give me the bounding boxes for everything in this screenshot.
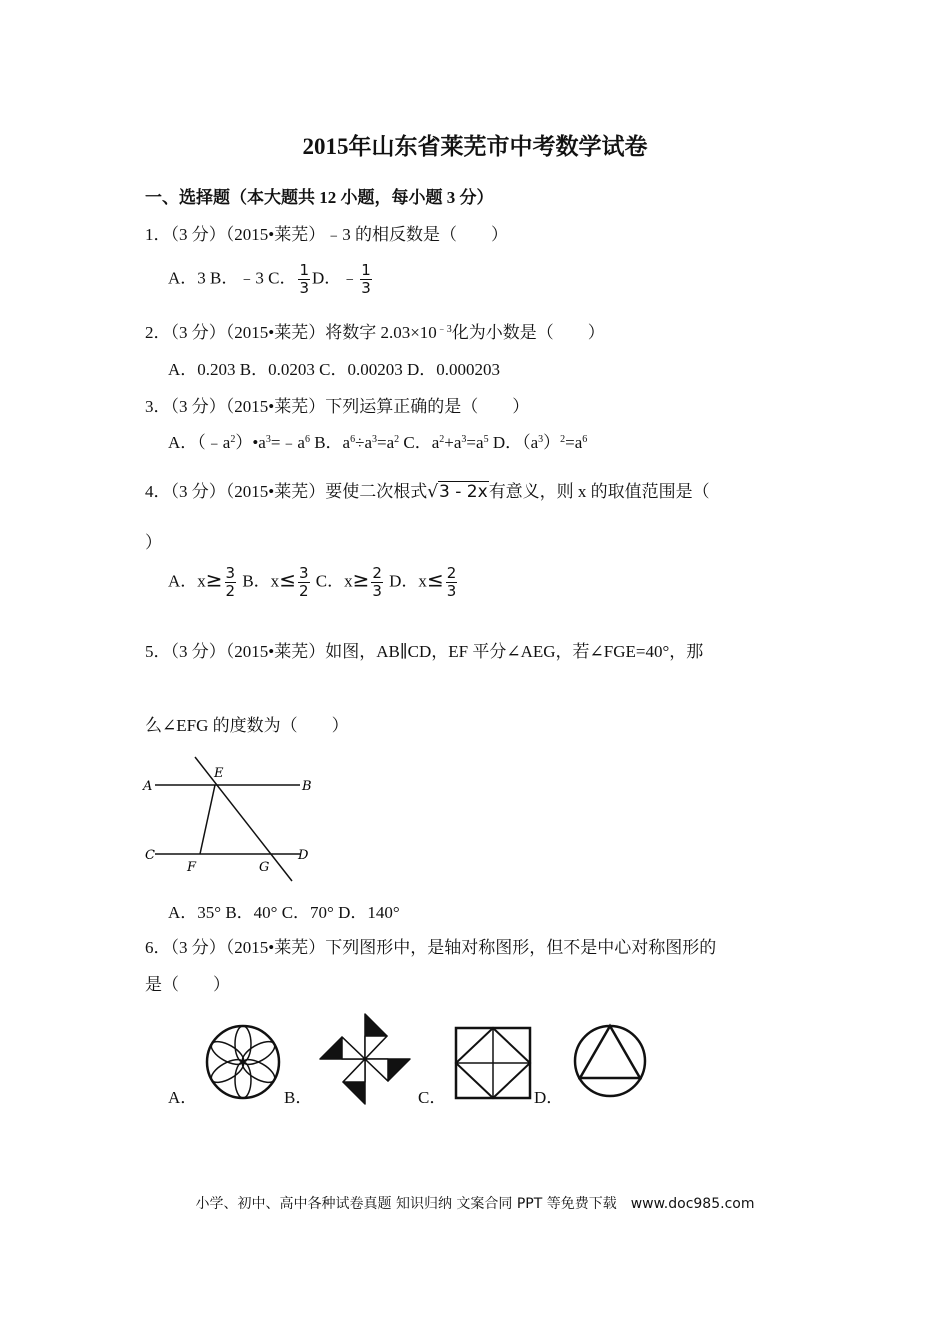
question-5-stem: 5．（3 分）（2015•莱芜）如图，AB∥CD，EF 平分∠AEG，若∠FGE=40°，那 — [145, 642, 704, 661]
q3-sup: 2 — [230, 434, 236, 445]
q3-sup: 6 — [350, 434, 356, 445]
label-a: A — [143, 779, 153, 794]
option-b: B．x — [242, 571, 280, 591]
fraction-denominator: 3 — [446, 582, 457, 600]
question-4-stem-b: 有意义，则 x 的取值范围是（ — [488, 482, 710, 501]
radicand: 3 - 2x — [439, 482, 488, 502]
fraction-numerator: 2 — [446, 564, 457, 582]
question-6-stem-cont: 是（ ） — [145, 975, 230, 994]
question-6-stem: 6．（3 分）（2015•莱芜）下列图形中，是轴对称图形，但不是中心对称图形的 — [145, 938, 717, 957]
label-g: G — [259, 860, 270, 875]
fraction — [371, 565, 383, 600]
q3-text: ）•a — [235, 433, 266, 452]
question-2-stem-a: 2．（3 分）（2015•莱芜）将数字 2.03×10 — [145, 323, 437, 342]
q3-text: ） — [543, 433, 561, 452]
question-2-stem — [145, 318, 605, 343]
label-b: B — [302, 779, 312, 794]
line-eg-transversal — [195, 757, 292, 881]
question-2-stem-b: 化为小数是（ ） — [451, 323, 605, 342]
question-2-exponent: ﹣3 — [436, 324, 452, 335]
q3-text: =a — [377, 433, 395, 452]
parallel-lines-figure — [140, 755, 320, 885]
outer-circle — [575, 1026, 645, 1096]
circle-triangle-figure — [571, 1022, 649, 1100]
question-3-options — [168, 428, 587, 453]
question-3-stem: 3．（3 分）（2015•莱芜）下列运算正确的是（ ） — [145, 397, 530, 416]
fraction — [446, 565, 458, 600]
q3-text: B．a — [309, 433, 351, 452]
option-d: D．x — [389, 571, 427, 591]
question-2-options: A．0.203 B．0.0203 C．0.00203 D．0.000203 — [168, 360, 500, 379]
segment-ef — [200, 785, 215, 854]
q3-sup: 6 — [304, 434, 310, 445]
fraction-denominator: 2 — [225, 582, 236, 600]
ge-symbol: ≥ — [205, 567, 223, 592]
section-heading: 一、选择题（本大题共 12 小题，每小题 3 分） — [145, 188, 494, 207]
q3-sup: 6 — [582, 434, 588, 445]
label-e: E — [214, 766, 224, 781]
question-6-option-c-label: C． — [418, 1088, 447, 1107]
square-diamond-figure — [453, 1025, 533, 1101]
question-4-stem-close: ） — [145, 533, 162, 552]
option-a: A．x — [168, 571, 206, 591]
q3-sup: 5 — [483, 434, 489, 445]
label-c: C — [145, 848, 155, 863]
fraction-numerator: 3 — [298, 564, 309, 582]
fraction-numerator: 3 — [225, 564, 236, 582]
fraction-one-third — [298, 262, 310, 297]
question-6-option-a-label: A． — [168, 1088, 198, 1107]
option-c: C．x — [315, 571, 353, 591]
question-1-options — [168, 262, 374, 297]
page-title: 2015年山东省莱芜市中考数学试卷 — [302, 134, 648, 159]
q3-text: ÷a — [355, 433, 372, 452]
question-1-option-d: D．﹣ — [312, 268, 359, 288]
q3-sup: 2 — [439, 434, 445, 445]
question-1-stem: 1．（3 分）（2015•莱芜）﹣3 的相反数是（ ） — [145, 225, 508, 244]
fraction-denominator: 2 — [298, 582, 309, 600]
fraction-numerator: 1 — [361, 261, 371, 279]
fraction-one-third-negative — [360, 262, 372, 297]
q3-text: =a — [565, 433, 583, 452]
question-4-options — [168, 565, 459, 600]
q3-sup: 3 — [461, 434, 467, 445]
q3-text: =a — [466, 433, 484, 452]
question-4-stem-a: 4．（3 分）（2015•莱芜）要使二次根式 — [145, 482, 428, 501]
label-f: F — [187, 860, 197, 875]
label-d: D — [298, 848, 309, 863]
q3-sup: 2 — [560, 434, 566, 445]
fraction-denominator: 3 — [299, 279, 310, 297]
fraction-numerator: 1 — [299, 261, 310, 279]
q3-text: =﹣a — [270, 433, 305, 452]
flower-circle-figure — [204, 1023, 282, 1101]
fraction-numerator: 2 — [372, 564, 382, 582]
radical-sign: √ — [427, 482, 439, 502]
q3-text: +a — [444, 433, 462, 452]
question-6-option-d-label: D． — [534, 1088, 564, 1107]
q3-sup: 3 — [372, 434, 377, 445]
page-footer: 小学、初中、高中各种试卷真题 知识归纳 文案合同 PPT 等免费下载 www.doc985.com — [195, 1196, 755, 1212]
q3-sup: 2 — [394, 434, 400, 445]
fraction — [298, 565, 310, 600]
fraction-denominator: 3 — [372, 582, 382, 600]
le-symbol: ≤ — [426, 567, 444, 592]
question-1-options-abc: A．3 B．﹣3 C． — [168, 268, 297, 288]
q3-text: A．（﹣a — [168, 433, 231, 452]
q3-sup: 3 — [265, 434, 271, 445]
question-6-option-b-label: B． — [284, 1088, 313, 1107]
pinwheel-blades — [320, 1014, 410, 1104]
q3-text: C．a — [399, 433, 440, 452]
q3-sup: 3 — [538, 434, 544, 445]
q3-text: D．（a — [488, 433, 539, 452]
question-5-options: A．35° B．40° C．70° D．140° — [168, 903, 400, 922]
fraction-denominator: 3 — [361, 279, 371, 297]
ge-symbol: ≥ — [352, 567, 370, 592]
fraction — [225, 565, 237, 600]
pinwheel-figure — [316, 1010, 414, 1108]
question-5-stem-cont: 么∠EFG 的度数为（ ） — [145, 716, 349, 735]
question-4-stem — [145, 477, 710, 502]
le-symbol: ≤ — [279, 567, 296, 592]
